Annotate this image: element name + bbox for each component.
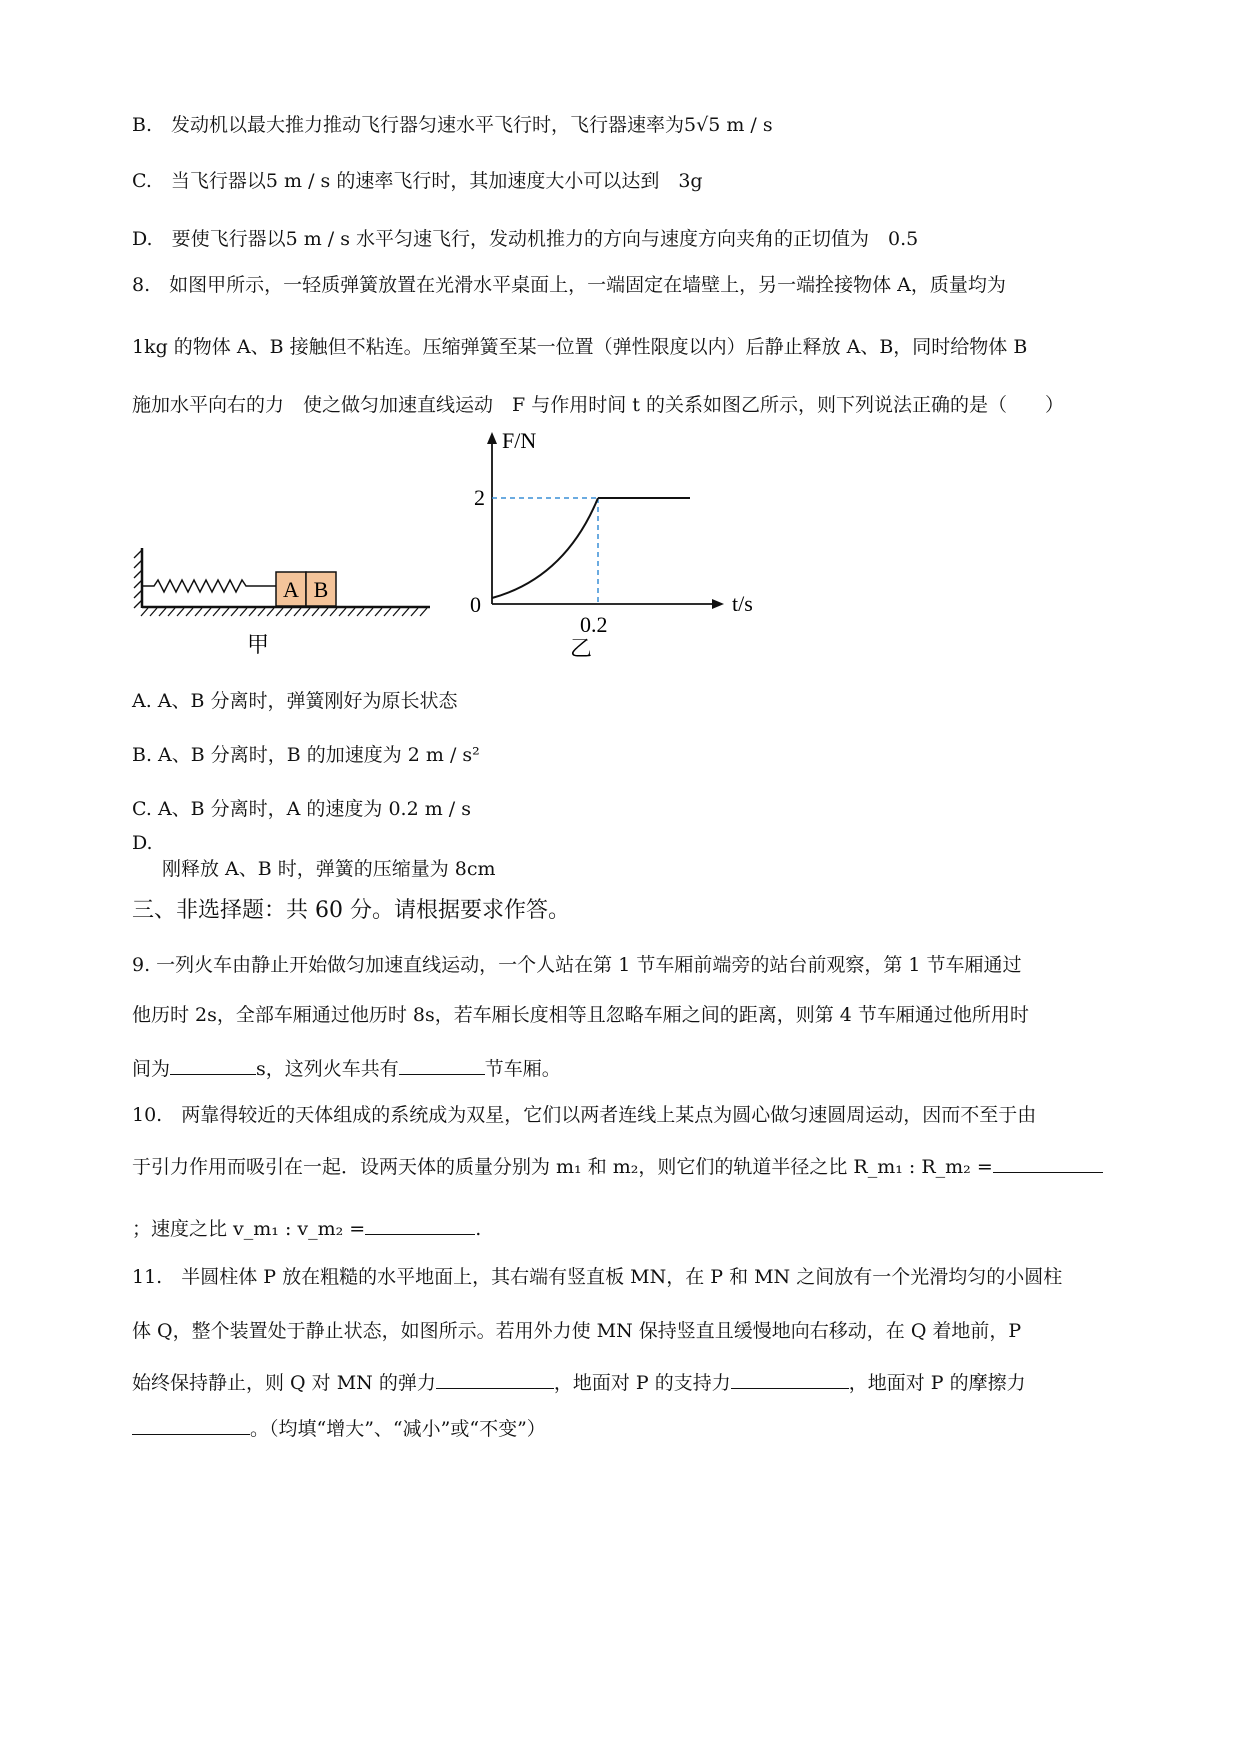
floor-hatch-line [249, 608, 256, 616]
x-tick-label: 0.2 [580, 612, 608, 637]
q10-line2 [132, 1154, 1103, 1180]
q9-blank-count[interactable] [399, 1056, 485, 1075]
floor-hatch-line [213, 608, 220, 616]
q9-blank-time[interactable] [170, 1056, 256, 1075]
floor-hatch-line [330, 608, 337, 616]
figure-yi-caption: 乙 [570, 636, 593, 661]
q7-option-c: C. 当飞行器以5 m / s 的速率飞行时，其加速度大小可以达到 3g [132, 170, 703, 192]
floor-hatch-line [231, 608, 238, 616]
q7-option-b: B. 发动机以最大推力推动飞行器匀速水平飞行时，飞行器速率为5√5 m / s [132, 114, 773, 136]
q11-line3-part1: 始终保持静止，则 Q 对 MN 的弹力 [132, 1372, 436, 1394]
floor-hatch-line [186, 608, 193, 616]
q11-line1: 11. 半圆柱体 P 放在粗糙的水平地面上，其右端有竖直板 MN，在 P 和 MN 之间放有一个光滑均匀的小圆柱 [132, 1266, 1063, 1288]
y-axis-label: F/N [502, 428, 537, 453]
q7-option-d: D. 要使飞行器以5 m / s 水平匀速飞行，发动机推力的方向与速度方向夹角的正切值为 0.5 [132, 228, 919, 250]
q10-line3-text: ；速度之比 v_m₁ : v_m₂ = [132, 1218, 366, 1240]
floor-hatch-line [195, 608, 202, 616]
floor-hatch-line [366, 608, 373, 616]
floor-hatch-line [303, 608, 310, 616]
q8-stem-line3: 施加水平向右的力 使之做匀加速直线运动 F 与作用时间 t 的关系如图乙所示，则下列说法正确的是（ ） [132, 394, 1064, 416]
floor-hatch-line [312, 608, 319, 616]
q11-blank-mn-force[interactable] [436, 1370, 554, 1389]
floor-hatch-line [159, 608, 166, 616]
q10-line3-end: . [475, 1218, 482, 1240]
floor-hatch-line [357, 608, 364, 616]
q11-blank-friction[interactable] [132, 1416, 250, 1435]
y-tick-label: 2 [474, 485, 485, 510]
floor-hatch-line [285, 608, 292, 616]
floor-hatch-line [411, 608, 418, 616]
origin-label: 0 [470, 592, 481, 617]
block-a-label: A [283, 577, 299, 602]
q8-option-b: B. A、B 分离时，B 的加速度为 2 m / s² [132, 744, 480, 766]
q10-blank-speed-ratio[interactable] [365, 1216, 475, 1235]
floor-hatch-line [222, 608, 229, 616]
floor-hatch-line [384, 608, 391, 616]
q8-stem-line2: 1kg 的物体 A、B 接触但不粘连。压缩弹簧至某一位置（弹性限度以内）后静止释放 A、B，同时给物体 B [132, 336, 1028, 358]
floor-hatch-line [141, 608, 148, 616]
floor-hatch-line [375, 608, 382, 616]
floor-hatch-line [258, 608, 265, 616]
q9-line3-suffix: 节车厢。 [484, 1058, 561, 1080]
floor-hatch-line [348, 608, 355, 616]
floor-hatch-line [402, 608, 409, 616]
q8-option-d: 刚释放 A、B 时，弹簧的压缩量为 8cm [162, 858, 496, 880]
figure-yi [440, 428, 760, 668]
q8-option-d-label: D. [132, 832, 153, 854]
x-axis-label: t/s [732, 591, 753, 616]
q10-blank-radius-ratio[interactable] [993, 1154, 1103, 1173]
q11-line4-text: 。（均填“增大”、“减小”或“不变”） [250, 1418, 546, 1440]
floor-hatch-line [339, 608, 346, 616]
floor-hatch-line [204, 608, 211, 616]
q11-line4 [132, 1416, 546, 1442]
q11-line3-part2: ，地面对 P 的支持力 [553, 1372, 731, 1394]
block-b-label: B [313, 577, 329, 602]
floor-hatch-line [393, 608, 400, 616]
figure-jia [130, 540, 440, 670]
q9-line1: 9. 一列火车由静止开始做匀加速直线运动，一个人站在第 1 节车厢前端旁的站台前观察，第 1 节车厢通过 [132, 954, 1022, 976]
q8-stem-line1: 8. 如图甲所示，一轻质弹簧放置在光滑水平桌面上，一端固定在墙壁上，另一端拴接物体 A，质量均为 [132, 274, 1006, 296]
q9-line2: 他历时 2s，全部车厢通过他历时 8s，若车厢长度相等且忽略车厢之间的距离，则第 4 节车厢通过他所用时 [132, 1004, 1029, 1026]
q11-line3 [132, 1370, 1026, 1396]
floor-hatch-line [177, 608, 184, 616]
force-curve [492, 498, 598, 598]
floor-hatch-line [168, 608, 175, 616]
q9-line3-prefix: 间为 [132, 1058, 171, 1080]
floor-hatch-line [420, 608, 427, 616]
q11-line2: 体 Q，整个装置处于静止状态，如图所示。若用外力使 MN 保持竖直且缓慢地向右移动，在 Q 着地前，P [132, 1320, 1022, 1342]
q9-line3 [132, 1056, 561, 1082]
floor-hatch-line [240, 608, 247, 616]
q10-line1: 10. 两靠得较近的天体组成的系统成为双星，它们以两者连线上某点为圆心做匀速圆周运动，因而不至于由 [132, 1104, 1037, 1126]
spring [142, 580, 276, 592]
floor-hatch-line [276, 608, 283, 616]
q11-blank-support-force[interactable] [731, 1370, 849, 1389]
floor-hatch-line [150, 608, 157, 616]
figure-jia-caption: 甲 [246, 632, 270, 657]
q11-line3-part3: ，地面对 P 的摩擦力 [848, 1372, 1026, 1394]
q10-line2-text: 于引力作用而吸引在一起．设两天体的质量分别为 m₁ 和 m₂，则它们的轨道半径之比 R_m₁ : R_m₂ = [132, 1156, 993, 1178]
q8-option-c: C. A、B 分离时，A 的速度为 0.2 m / s [132, 798, 471, 820]
floor-hatch-line [294, 608, 301, 616]
q8-option-a: A. A、B 分离时，弹簧刚好为原长状态 [132, 690, 458, 712]
floor-hatch-line [321, 608, 328, 616]
q10-line3 [132, 1216, 481, 1242]
section-3-heading: 三、非选择题：共 60 分。请根据要求作答。 [132, 898, 570, 923]
q9-line3-mid: s，这列火车共有 [256, 1058, 399, 1080]
floor-hatch-line [267, 608, 274, 616]
